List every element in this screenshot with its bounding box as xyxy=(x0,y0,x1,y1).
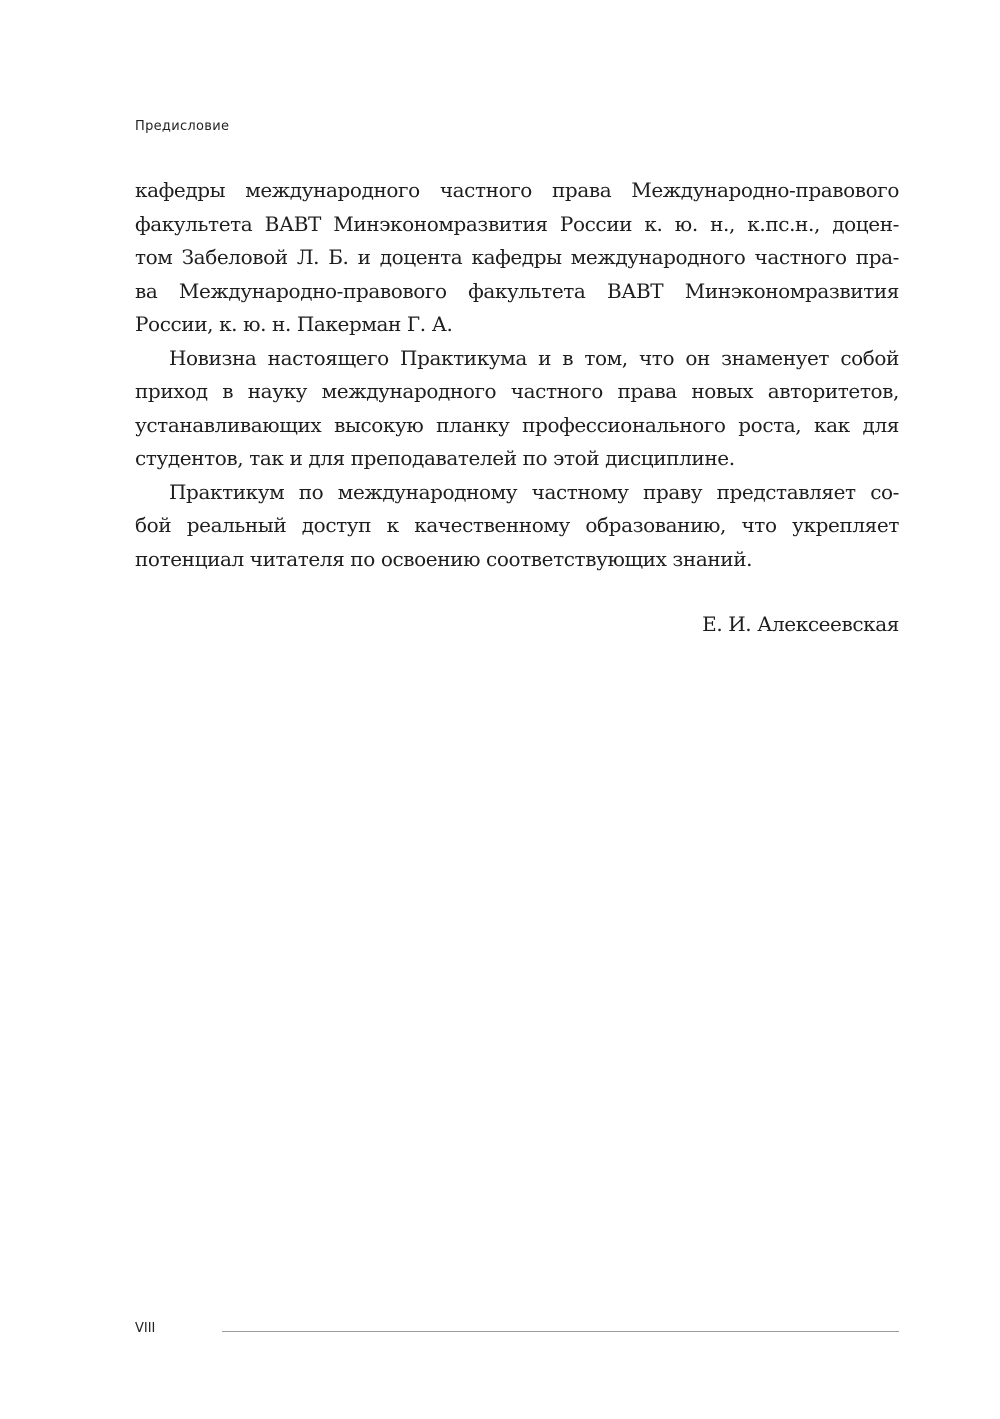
text-line: ва Международно-правового факультета ВАВТ Минэкономразвития xyxy=(135,278,899,303)
signature: Е. И. Алексеевская xyxy=(702,612,899,636)
body-text xyxy=(135,174,899,576)
page-number: VIII xyxy=(135,1321,156,1336)
footer-rule xyxy=(222,1331,899,1332)
running-head: Предисловие xyxy=(135,119,230,134)
text-line: кафедры международного частного права Международно-правового xyxy=(135,178,899,202)
text-line: факультета ВАВТ Минэкономразвития России к. ю. н., к.пс.н., доцен- xyxy=(135,211,899,236)
text-line: студентов, так и для преподавателей по этой дисциплине. xyxy=(135,446,735,470)
text-line: том Забеловой Л. Б. и доцента кафедры международного частного пра- xyxy=(135,245,899,269)
text-line: бой реальный доступ к качественному образованию, что укрепляет xyxy=(135,513,899,537)
paragraph-2 xyxy=(135,342,899,476)
text-line: России, к. ю. н. Пакерман Г. А. xyxy=(135,312,453,336)
text-line: устанавливающих высокую планку профессионального роста, как для xyxy=(135,412,899,437)
paragraph-3 xyxy=(135,476,899,577)
text-line: приход в науку международного частного права новых авторитетов, xyxy=(135,379,899,403)
text-line: потенциал читателя по освоению соответствующих знаний. xyxy=(135,546,753,571)
text-line: Новизна настоящего Практикума и в том, что он знаменует собой xyxy=(169,345,899,370)
paragraph-1 xyxy=(135,174,899,342)
text-line: Практикум по международному частному праву представляет со- xyxy=(169,479,899,504)
